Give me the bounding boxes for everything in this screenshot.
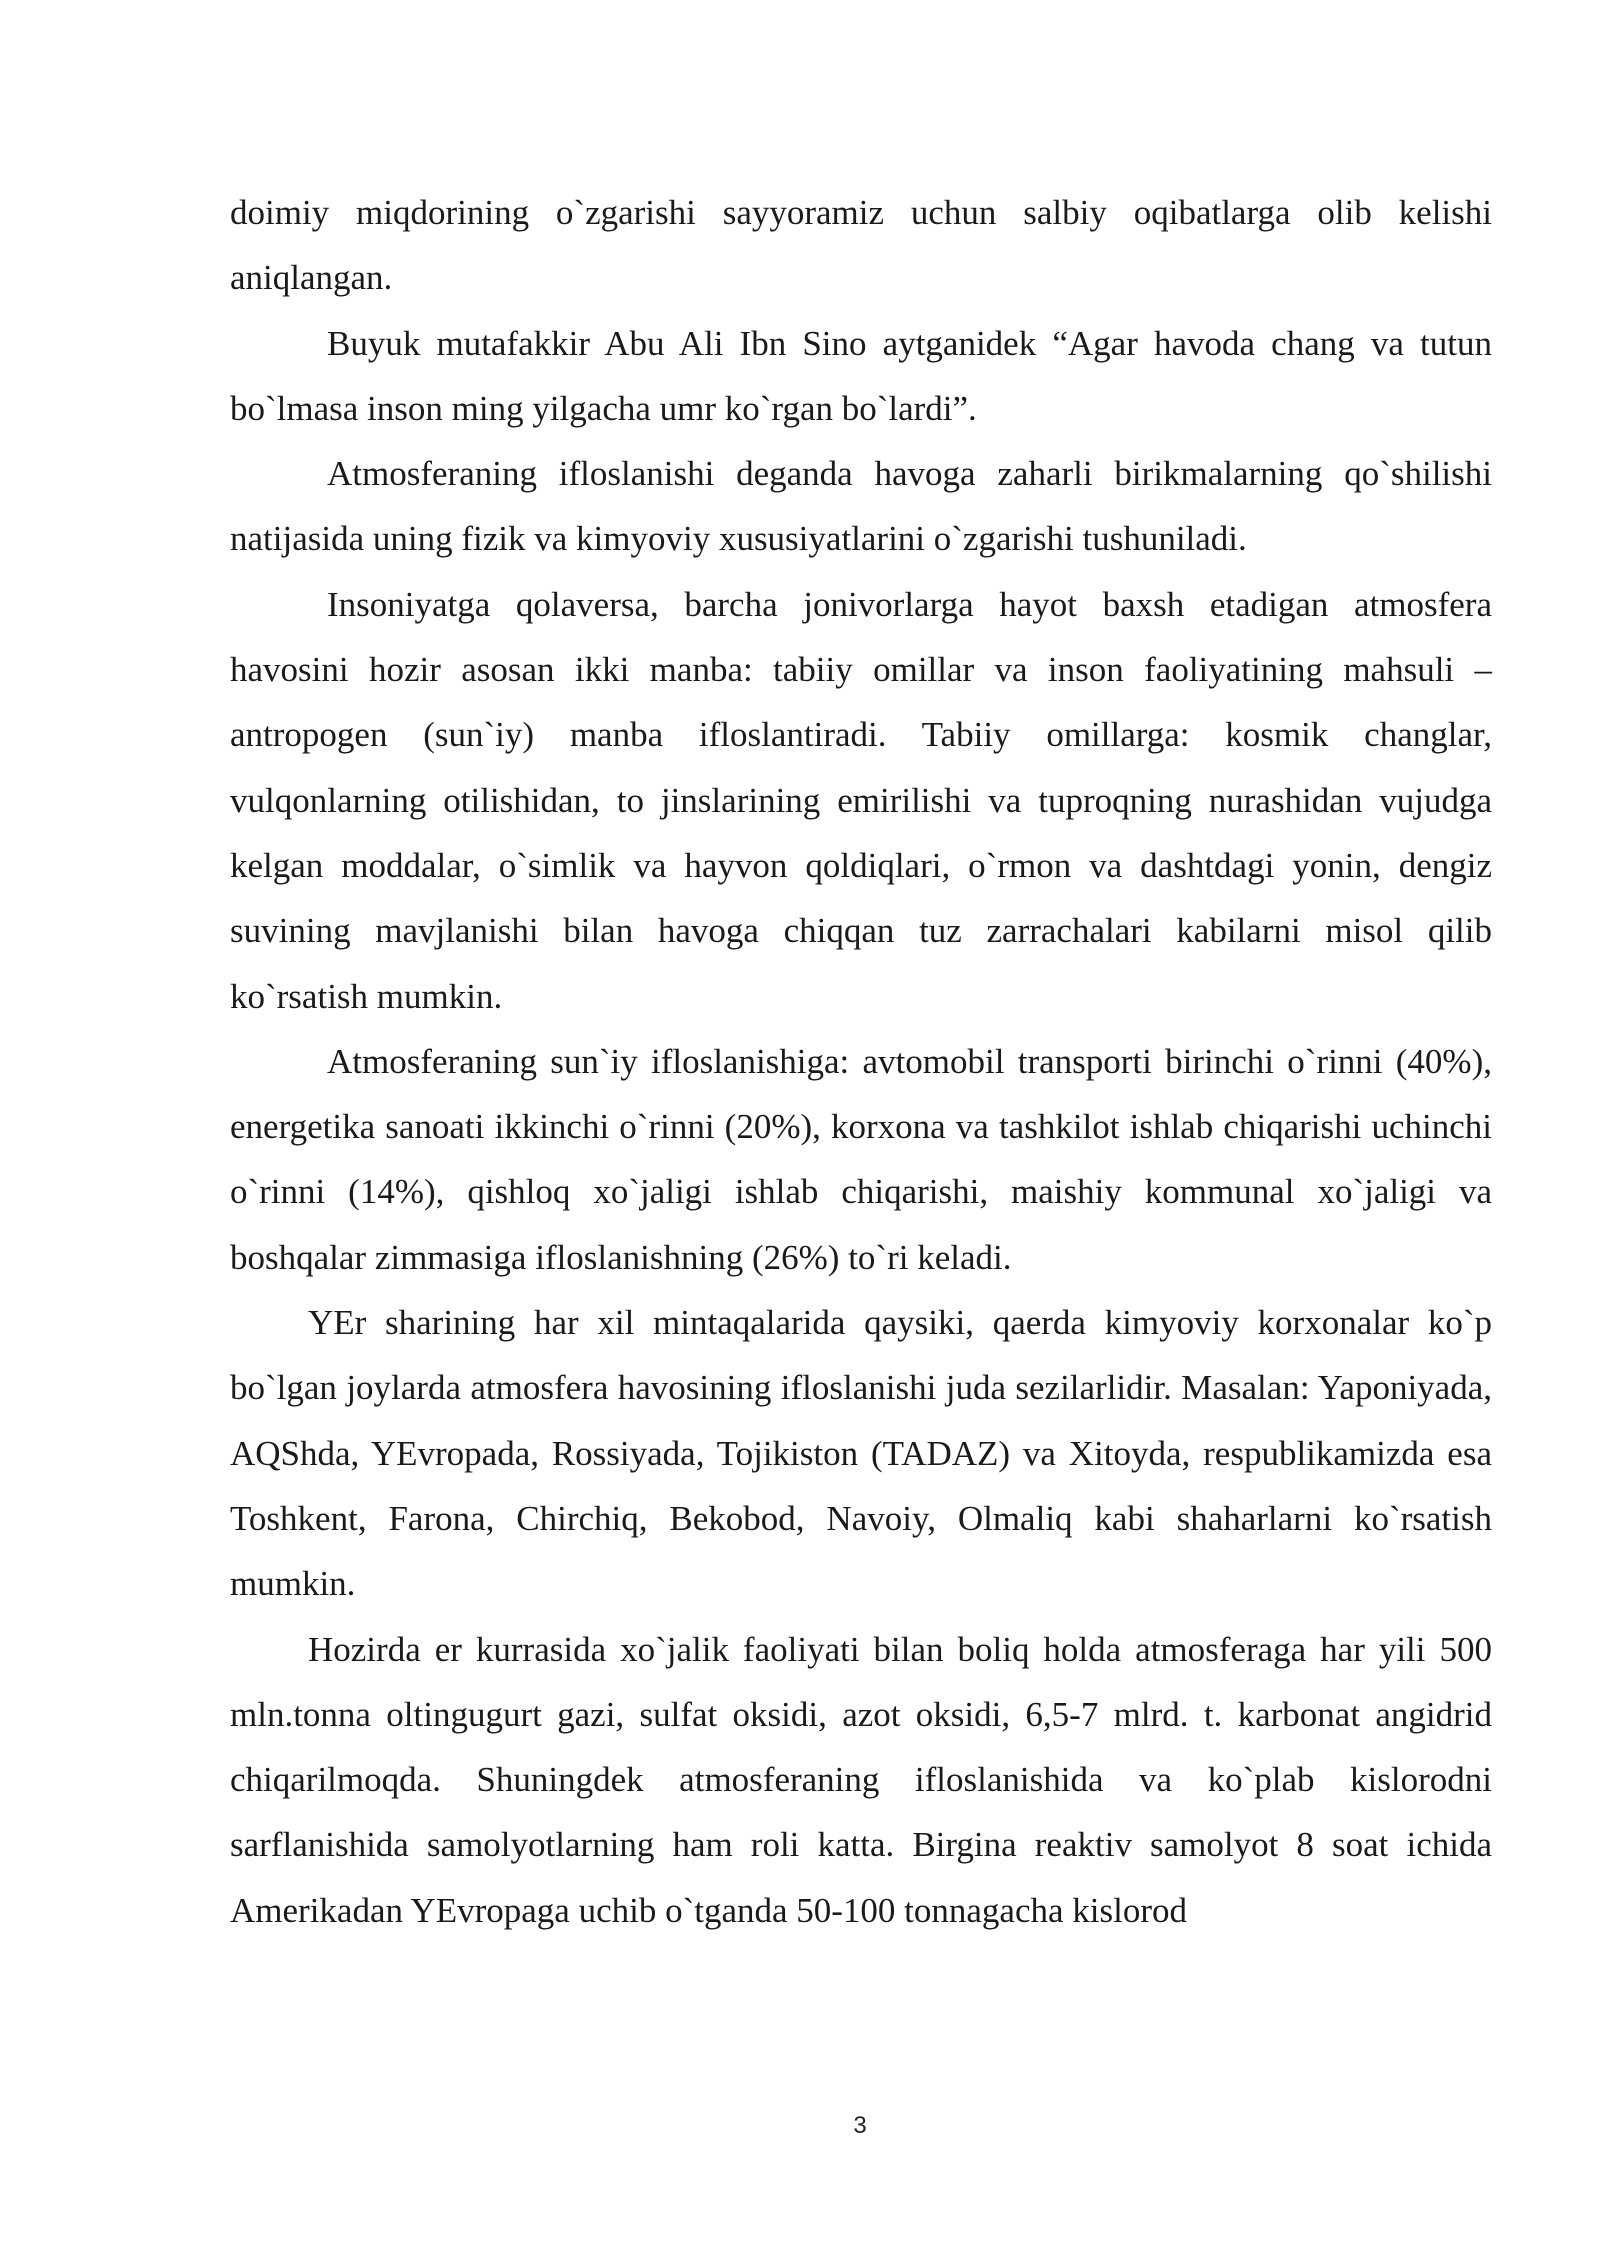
paragraph-regions: YEr sharining har xil mintaqalarida qaysiki, qaerda kimyoviy korxonalar ko`p bo`lgan joylarda atmosfera havosining ifloslanishi juda sezilarlidir. Masalan: Yaponiyada, AQShda, YEvropada, Rossiyada, Tojikiston (TADAZ) va Xitoyda, respublikamizda esa Toshkent, Farona, Chirchiq, Bekobod, Navoiy, Olmaliq kabi shaharlarni ko`rsatish mumkin. (230, 1303, 1492, 1604)
paragraph-pollution-sources: Insoniyatga qolaversa, barcha jonivorlarga hayot baxsh etadigan atmosfera havosini hozir asosan ikki manba: tabiiy omillar va inson faoliyatining mahsuli – antropogen (sun`iy) manba ifloslantiradi. Tabiiy omillarga: kosmik changlar, vulqonlarning otilishidan, to jinslarining emirilishi va tuproqning nurashidan vujudga kelgan moddalar, o`simlik va hayvon qoldiqlari, o`rmon va dashtdagi yonin, dengiz suvining mavjlanishi bilan havoga chiqqan tuz zarrachalari kabilarni misol qilib ko`rsatish mumkin. (230, 584, 1492, 1016)
paragraph-continuation: doimiy miqdorining o`zgarishi sayyoramiz uchun salbiy oqibatlarga olib kelishi aniqlangan. (230, 193, 1492, 298)
paragraph-artificial-pollution: Atmosferaning sun`iy ifloslanishiga: avtomobil transporti birinchi o`rinni (40%), energetika sanoati ikkinchi o`rinni (20%), korxona va tashkilot ishlab chiqarishi uchinchi o`rinni (14%), qishloq xo`jaligi ishlab chiqarishi, maishiy kommunal xo`jaligi va boshqalar zimmasiga ifloslanishning (26%) to`ri keladi. (230, 1041, 1492, 1277)
paragraph-pollution-definition: Atmosferaning ifloslanishi deganda havoga zaharli birikmalarning qo`shilishi natijasida uning fizik va kimyoviy xususiyatlarini o`zgarishi tushuniladi. (230, 454, 1492, 559)
page-number: 3 (853, 2112, 867, 2139)
paragraph-ibn-sino-quote: Buyuk mutafakkir Abu Ali Ibn Sino aytganidek “Agar havoda chang va tutun bo`lmasa inson ming yilgacha umr ko`rgan bo`lardi”. (230, 323, 1492, 428)
paragraph-emissions: Hozirda er kurrasida xo`jalik faoliyati bilan boliq holda atmosferaga har yili 500 mln.tonna oltingugurt gazi, sulfat oksidi, azot oksidi, 6,5-7 mlrd. t. karbonat angidrid chiqarilmoqda. Shuningdek atmosferaning ifloslanishida va ko`plab kislorodni sarflanishida samolyotlarning ham roli katta. Birgina reaktiv samolyot 8 soat ichida Amerikadan YEvropaga uchib o`tganda 50-100 tonnagacha kislorod (230, 1629, 1492, 1930)
document-body (230, 180, 1492, 1943)
